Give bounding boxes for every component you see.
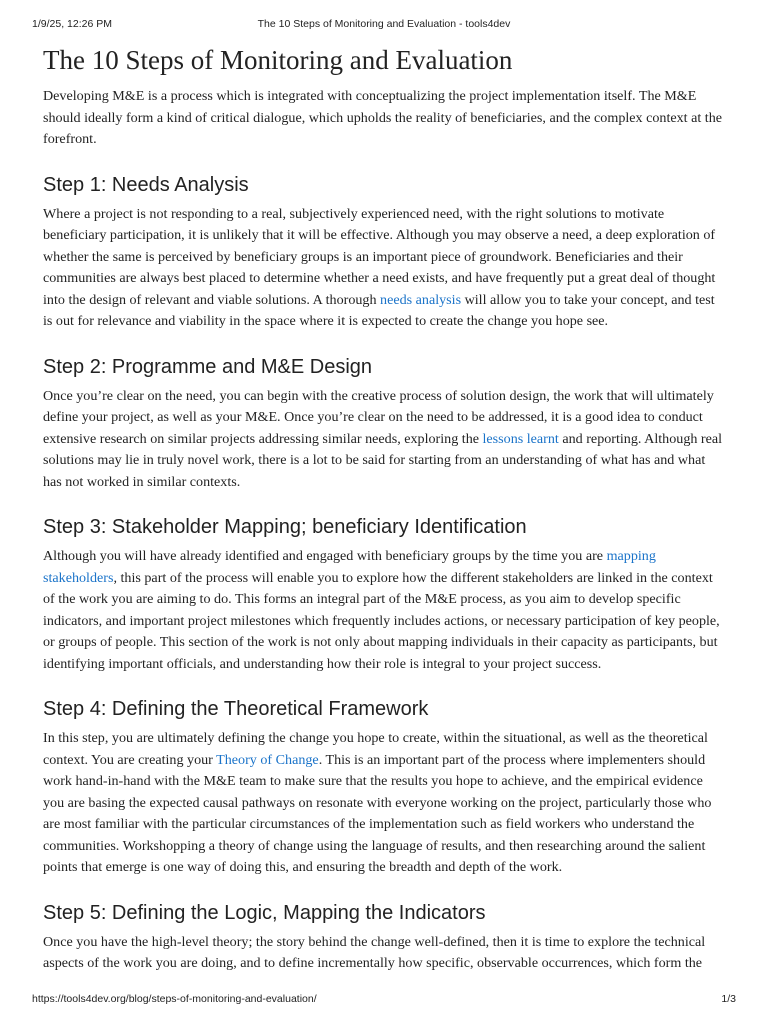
step-3-heading: Step 3: Stakeholder Mapping; beneficiary Identification [43, 516, 527, 538]
step-5-heading: Step 5: Defining the Logic, Mapping the Indicators [43, 901, 486, 924]
print-footer [0, 993, 768, 1007]
needs-analysis-link[interactable]: needs analysis [380, 291, 462, 308]
page-number: 1/3 [721, 993, 736, 1005]
step-5-paragraph [43, 932, 726, 975]
mapping-stakeholders-link[interactable]: mapping stakeholders [43, 548, 656, 586]
step-4-text-cont: . This is an important part of the process where implementers should work hand-in-hand with the M&E team to make sure that the results you hope to achieve, and the empirical evidence you are basing the expected causal pathways on resonate with everyone working on the project, particularly those who are most familiar with the particular circumstances of the implementation such as field workers who understand the communities. Workshopping a theory of change using the language of results, and then researching around the salient points that emerge is one way of doing this, and ensuring the breadth and depth of the work. [43, 751, 712, 875]
print-datetime: 1/9/25, 12:26 PM [32, 18, 112, 30]
step-1-text: Where a project is not responding to a real, subjectively experienced need, with the right solutions to motivate beneficiary participation, it is unlikely that it will be effective. Although you may observe a need, a deep exploration of whether the same is perceived by beneficiary groups is an important piece of groundwork. Beneficiaries and their communities are always best placed to determine whether a need exists, and have frequently put a great deal of thought into the design of relevant and viable solutions. A thorough [43, 205, 716, 308]
lessons-learnt-link[interactable]: lessons learnt [482, 430, 559, 447]
step-3-paragraph [43, 546, 726, 675]
step-2-text: Once you’re clear on the need, you can begin with the creative process of solution design, the work that will ultimately define your project, as well as your M&E. Once you’re clear on the need to be addressed, it is a good idea to conduct extensive research on similar projects addressing similar needs, exploring the [43, 387, 714, 447]
step-4-text: In this step, you are ultimately defining the change you hope to create, within the situational, as well as the theoretical context. You are creating your [43, 730, 708, 768]
step-2-paragraph [43, 386, 726, 494]
step-4-heading: Step 4: Defining the Theoretical Framework [43, 698, 429, 720]
print-doc-title: The 10 Steps of Monitoring and Evaluation - tools4dev [257, 18, 511, 30]
step-1-paragraph [43, 204, 726, 333]
step-2-heading: Step 2: Programme and M&E Design [43, 355, 373, 378]
step-3-text-cont: , this part of the process will enable you to explore how the different stakeholders are linked in the context of the work you are aiming to do. This forms an integral part of the M&E process, as you aim to develop specific indicators, and important project milestones which frequently includes actions, or necessary participation of key people, or groups of people. This section of the work is not only about mapping individuals in their capacity as participants, but identifying important officials, and understanding how their role is integral to your project success. [43, 569, 720, 672]
article-content [43, 44, 726, 980]
print-header [0, 18, 768, 32]
step-3-text: Although you will have already identified and engaged with beneficiary groups by the time you are [43, 548, 607, 564]
print-url: https://tools4dev.org/blog/steps-of-monitoring-and-evaluation/ [32, 993, 317, 1005]
theory-of-change-link[interactable]: Theory of Change [216, 751, 319, 768]
step-5-text: Once you have the high-level theory; the story behind the change well-defined, then it is time to explore the technical aspects of the work you are doing, and to define incrementally how specific, observable occurrences, which form the [43, 933, 706, 971]
step-4-paragraph [43, 728, 726, 879]
intro-paragraph: Developing M&E is a process which is integrated with conceptualizing the project implementation itself. The M&E should ideally form a kind of critical dialogue, which upholds the reality of beneficiaries, and the complex context at the forefront. [43, 88, 723, 147]
article-title: The 10 Steps of Monitoring and Evaluation [43, 45, 513, 75]
step-1-text-cont: will allow you to take your concept, and test is out for relevance and viability in the space where it is expected to create the change you hope see. [43, 291, 715, 329]
step-2-text-cont: and reporting. Although real solutions may lie in truly novel work, there is a lot to be said for starting from an understanding of what has and what has not worked in similar contexts. [43, 430, 723, 490]
step-1-heading: Step 1: Needs Analysis [43, 173, 249, 196]
